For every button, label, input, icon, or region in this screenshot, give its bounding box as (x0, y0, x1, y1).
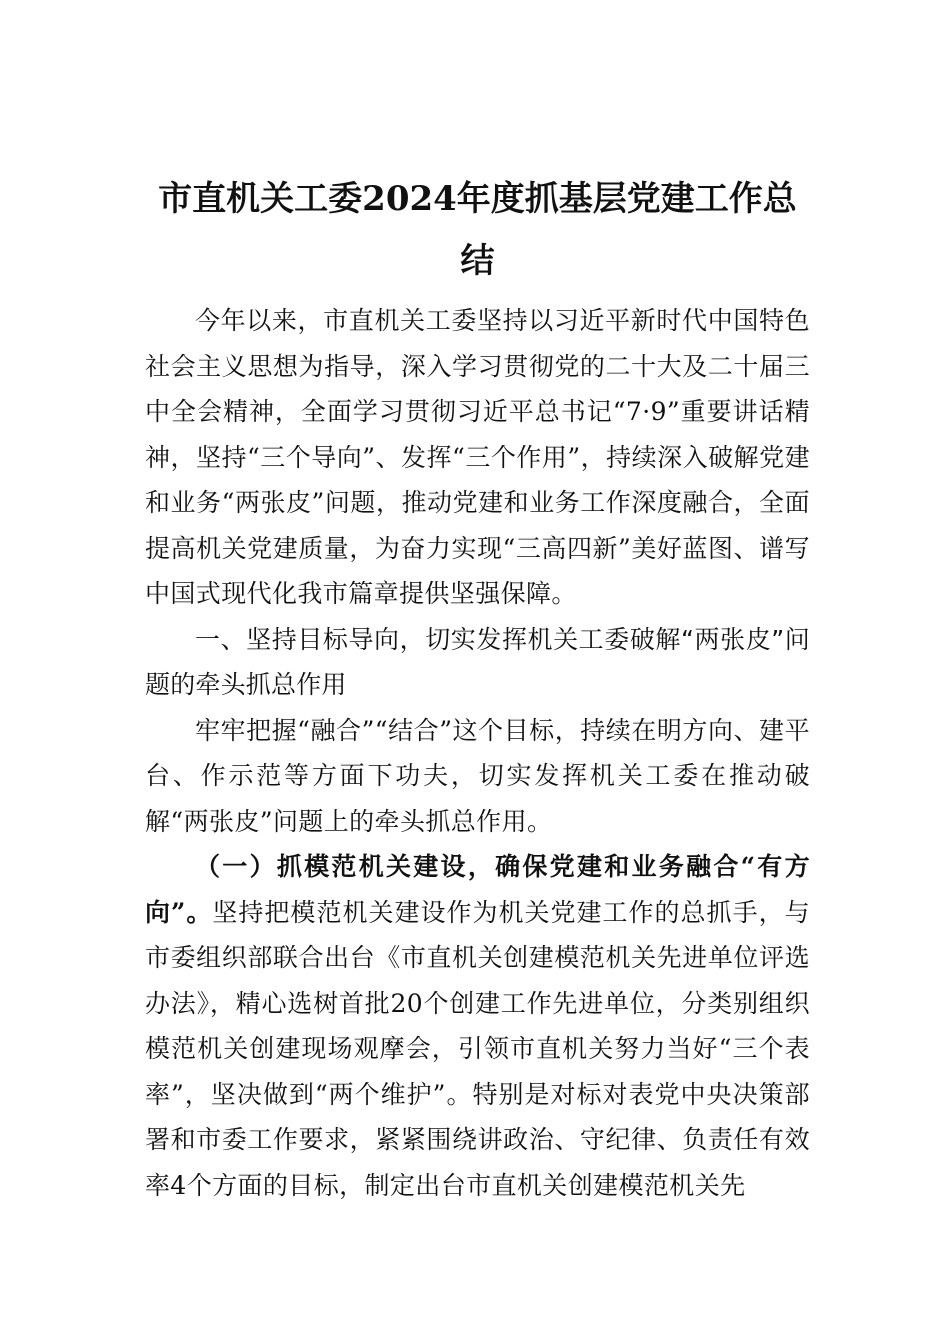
subsection-1-body: 坚持把模范机关建设作为机关党建工作的总抓手，与市委组织部联合出台《市直机关创建模范机关先进单位评选办法》，精心选树首批20个创建工作先进单位，分类别组织模范机关创建现场观摩会，引领市直机关努力当好“三个表率”，坚决做到“两个维护”。特别是对标对表党中央决策部署和市委工作要求，紧紧围绕讲政治、守纪律、负责任有效率4个方面的目标，制定出台市直机关创建模范机关先 (145, 897, 810, 1200)
section-1-paragraph: 牢牢把握“融合”“结合”这个目标，持续在明方向、建平台、作示范等方面下功夫，切实发挥机关工委在推动破解“两张皮”问题上的牵头抓总作用。 (145, 715, 810, 836)
subsection-1-paragraph (145, 844, 810, 1208)
section-1-heading: 一、坚持目标导向，切实发挥机关工委破解“两张皮”问题的牵头抓总作用 (145, 624, 810, 699)
intro-paragraph: 今年以来，市直机关工委坚持以习近平新时代中国特色社会主义思想为指导，深入学习贯彻党的二十大及二十届三中全会精神，全面学习贯彻习近平总书记“7·9”重要讲话精神，坚持“三个导向”、发挥“三个作用”，持续深入破解党建和业务“两张皮”问题，推动党建和业务工作深度融合，全面提高机关党建质量，为奋力实现“三高四新”美好蓝图、谱写中国式现代化我市篇章提供坚强保障。 (145, 306, 810, 608)
subsection-1-heading: （一）抓模范机关建设，确保党建和业务融合“有方向”。 (145, 852, 810, 927)
document-body (145, 168, 810, 1208)
document-title: 市直机关工委2024年度抓基层党建工作总结 (158, 179, 797, 281)
